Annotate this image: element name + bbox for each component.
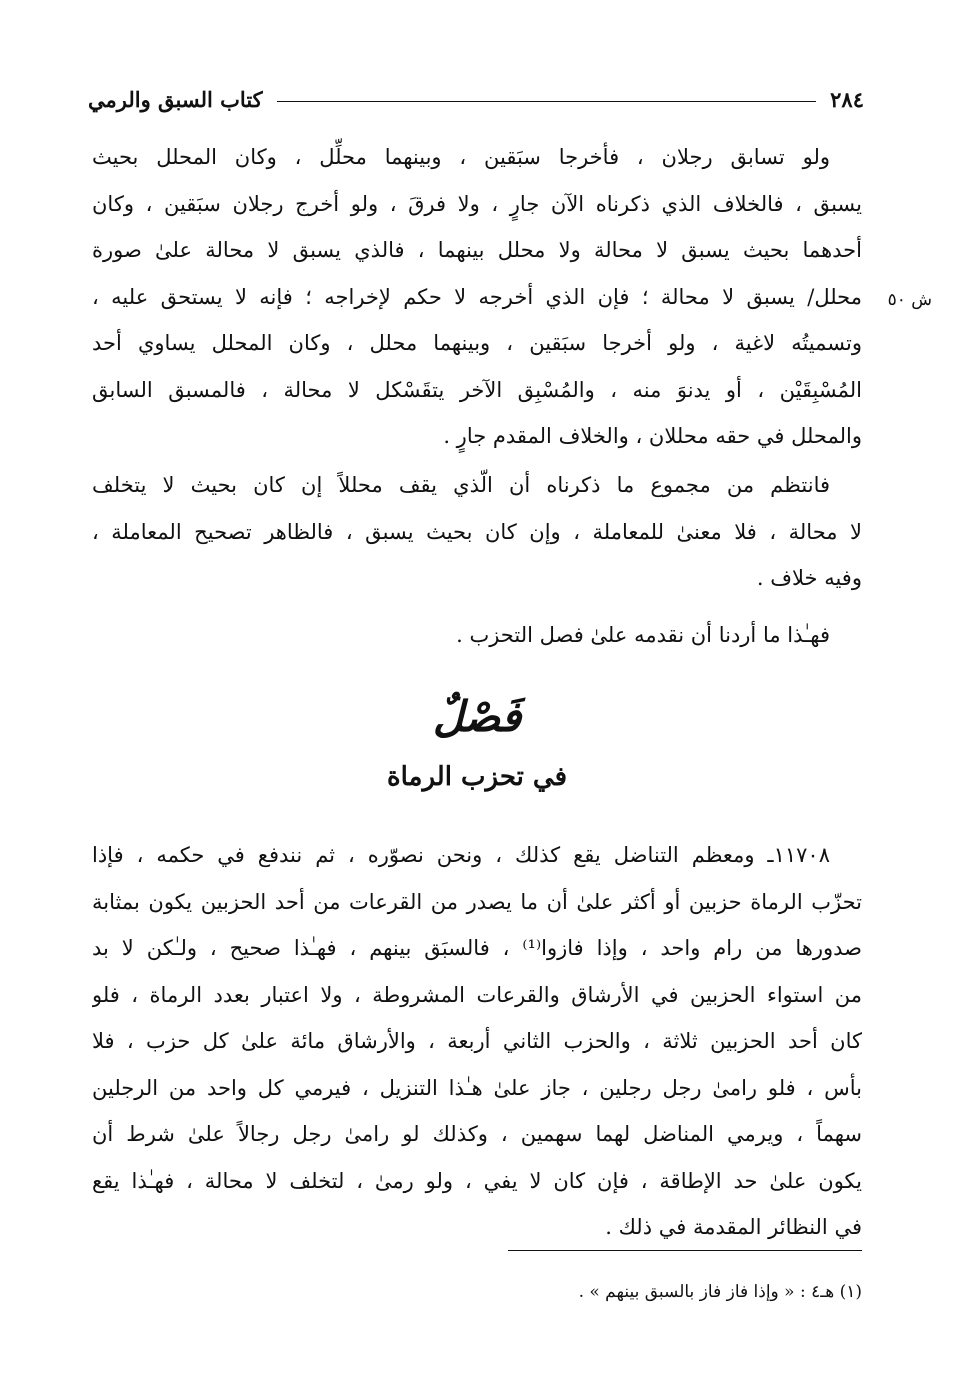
page-number: ٢٨٤: [830, 86, 864, 112]
text-line: يسبق ، فالخلاف الذي ذكرناه الآن جارٍ ، ولا فرقَ ، ولو أخرج رجلان سبَقين ، وكان: [92, 191, 862, 216]
paragraph-3: [92, 612, 862, 659]
section-title: في تحزب الرماة: [386, 762, 567, 792]
text-line: لا محالة ، فلا معنىٰ للمعاملة ، وإن كان بحيث يسبق ، فالظاهر تصحيح المعاملة ،: [92, 519, 862, 544]
text-line: المُسْبِقَيْن ، أو يدنوَ منه ، والمُسْبِق الآخر يتقَسْكل لا محالة ، فالمسبق السابق: [92, 377, 862, 402]
text-line: تحزّب الرماة حزبين أو أكثر علىٰ أن ما يصدر من القرعات من أحد الحزبين يكون بمثابة: [92, 889, 862, 914]
paragraph-4: [92, 832, 862, 1251]
text-line: فهـٰذا ما أردنا أن نقدمه علىٰ فصل التحزب .: [456, 623, 830, 647]
text-line: والمحلل في حقه محللان ، والخلاف المقدم جارٍ .: [443, 424, 862, 448]
text-line: وفيه خلاف .: [756, 566, 862, 590]
footnote-rule: [508, 1250, 862, 1251]
text-line: من استواء الحزبين في الأرشاق والقرعات المشروطة ، ولا اعتبار بعدد الرماة ، فلو: [92, 982, 862, 1007]
header-rule: [277, 101, 817, 102]
text-line: محلل/ يسبق لا محالة ؛ فإن الذي أخرجه لا حكم لإخراجه ؛ فإنه لا يستحق عليه ،: [92, 284, 862, 309]
text-line: بأس ، فلو رامىٰ رجل رجلين ، جاز علىٰ هـٰذا التنزيل ، فيرمي كل واحد من الرجلين: [92, 1075, 862, 1100]
paragraph-2: [92, 462, 862, 602]
book-title: كتاب السبق والرمي: [88, 86, 263, 112]
text-line: ولو تسابق رجلان ، فأخرجا سبَقين ، وبينهما محلِّل ، وكان المحلل بحيث: [92, 145, 830, 169]
text-line: فانتظم من مجموع ما ذكرناه أن الّذي يقف محللاً إن كان بحيث لا يتخلف: [92, 473, 830, 497]
text-line: يكون علىٰ حد الإطاقة ، فإن كان لا يفي ، ولو رمىٰ ، لتخلف لا محالة ، فهـٰذا يقع: [92, 1168, 862, 1193]
running-header: [88, 82, 864, 116]
text-line: في النظائر المقدمة في ذلك .: [605, 1215, 862, 1239]
text-line: كان أحد الحزبين ثلاثة ، والحزب الثاني أربعة ، والأرشاق مائة علىٰ كل حزب ، فلا: [92, 1029, 862, 1053]
paragraph-1: [92, 134, 862, 460]
text-line: وتسميتُه لاغية ، ولو أخرجا سبَقين ، وبينهما محلل ، وكان المحلل يساوي أحد: [92, 331, 862, 355]
footnote: (١) هـ٤ : « وإذا فاز فاز بالسبق بينهم » .: [578, 1282, 862, 1302]
text-line: أحدهما بحيث يسبق لا محالة ولا محلل بينهما ، فالذي يسبق لا محالة علىٰ صورة: [92, 238, 862, 262]
text-line: صدورها من رام واحد ، وإذا فازوا⁽¹⁾ ، فالسبَق بينهم ، فهـٰذا صحيح ، ولـٰكن لا بد: [92, 936, 862, 960]
text-line: ١١٧٠٨ـ ومعظم التناضل يقع كذلك ، ونحن نصوّره ، ثم نندفع في حكمه ، فإذا: [92, 843, 830, 867]
margin-folio-note: ش ٥٠: [887, 290, 932, 310]
section-ornament-heading: فَصْلٌ: [432, 692, 522, 741]
text-line: سهماً ، ويرمي المناضل لهما سهمين ، وكذلك لو رامىٰ رجل رجالاً علىٰ شرط أن: [92, 1122, 862, 1146]
